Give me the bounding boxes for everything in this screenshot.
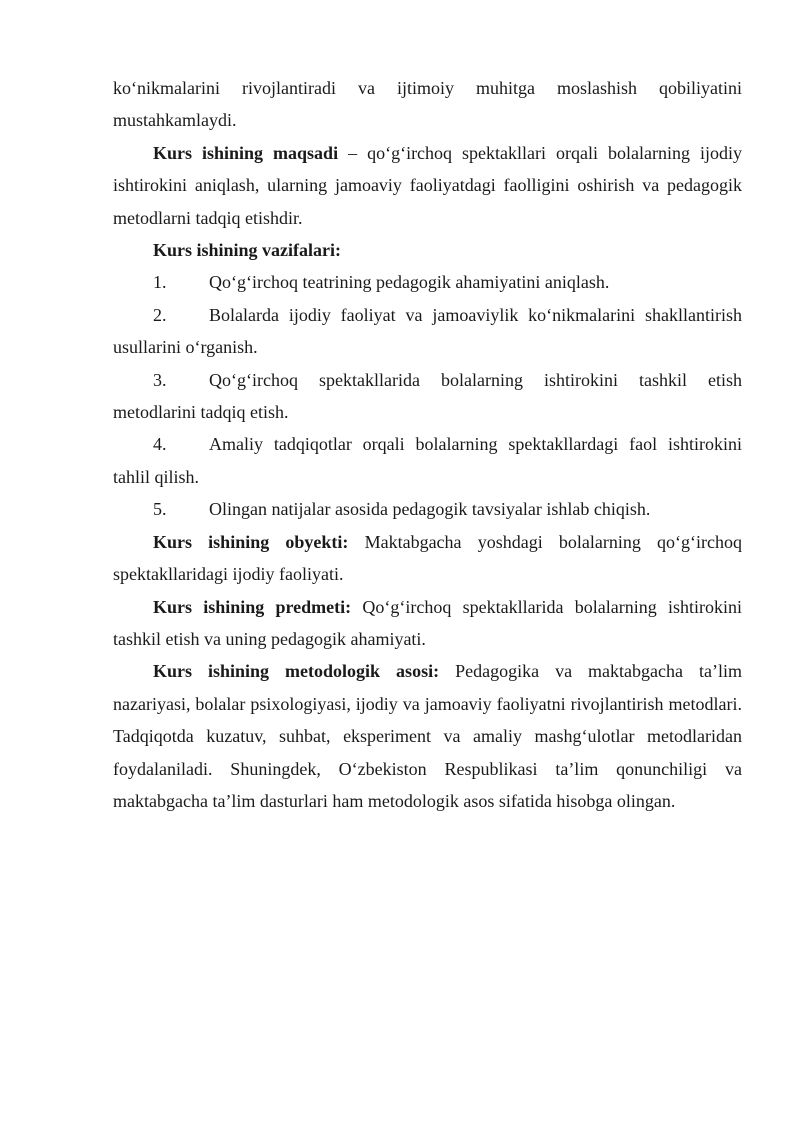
obyekt-paragraph xyxy=(113,526,742,591)
obyekt-text: Maktabgacha yoshdagi bolalarning qo‘g‘irchoq spektakllaridagi ijodiy faoliyati. xyxy=(113,531,742,585)
list-item xyxy=(113,364,742,429)
predmet-paragraph xyxy=(113,591,742,656)
list-item xyxy=(113,266,742,298)
list-item-number: 3. xyxy=(153,369,167,390)
predmet-label: Kurs ishining predmeti: xyxy=(153,596,352,617)
list-item-number: 5. xyxy=(153,499,167,520)
metodologik-text: Pedagogika va maktabgacha ta’lim nazariyasi, bolalar psixologiyasi, ijodiy va jamoaviy faoliyatni rivojlantirish metodlari. Tadqiqotda kuzatuv, suhbat, eksperiment va amaliy mashg‘ulotlar metodlaridan foydalaniladi. Shuningdek, O‘zbekiston Respublikasi ta’lim qonunchiligi va maktabgacha ta’lim dasturlari ham metodologik asos sifatida hisobga olingan. xyxy=(113,661,743,811)
list-item-text: Bolalarda ijodiy faoliyat va jamoaviylik ko‘nikmalarini shakllantirish usullarini o‘rganish. xyxy=(113,304,742,358)
metodologik-label: Kurs ishining metodologik asosi: xyxy=(153,661,440,682)
maqsad-paragraph xyxy=(113,137,742,234)
intro-paragraph: ko‘nikmalarini rivojlantiradi va ijtimoiy muhitga moslashish qobiliyatini mustahkamlaydi. xyxy=(113,78,742,131)
vazifalar-heading: Kurs ishining vazifalari: xyxy=(153,240,342,261)
list-item-text: Amaliy tadqiqotlar orqali bolalarning spektakllardagi faol ishtirokini tahlil qilish. xyxy=(113,434,742,487)
predmet-text: Qo‘g‘irchoq spektakllarida bolalarning ishtirokini tashkil etish va uning pedagogik ahamiyati. xyxy=(113,596,742,649)
list-item xyxy=(113,299,742,364)
list-item-number: 2. xyxy=(153,304,167,325)
metodologik-paragraph xyxy=(113,655,742,817)
list-item-number: 1. xyxy=(153,272,167,293)
list-item-text: Olingan natijalar asosida pedagogik tavsiyalar ishlab chiqish. xyxy=(209,499,651,520)
maqsad-text: – qo‘g‘irchoq spektakllari orqali bolalarning ijodiy ishtirokini aniqlash, ularning jamoaviy faoliyatdagi faolligini oshirish va pedagogik metodlarni tadqiq etishdir. xyxy=(113,142,742,228)
obyekt-label: Kurs ishining obyekti: xyxy=(153,531,349,552)
list-item xyxy=(113,493,742,525)
list-item-text: Qo‘g‘irchoq spektakllarida bolalarning ishtirokini tashkil etish metodlarini tadqiq etish. xyxy=(113,369,742,423)
maqsad-label: Kurs ishining maqsadi xyxy=(153,142,339,163)
list-item-number: 4. xyxy=(153,434,167,455)
list-item xyxy=(113,428,742,493)
list-item-text: Qo‘g‘irchoq teatrining pedagogik ahamiyatini aniqlash. xyxy=(209,272,610,293)
